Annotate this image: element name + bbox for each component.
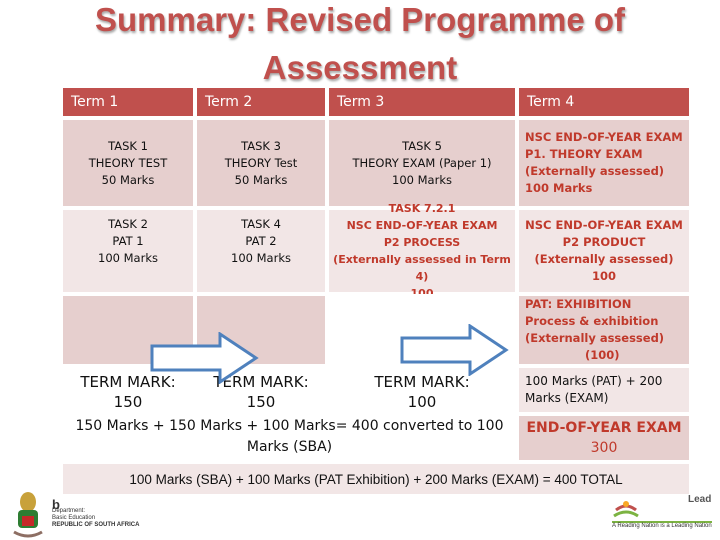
row1-term3-line: TASK 5 xyxy=(402,138,442,153)
dept-line: REPUBLIC OF SOUTH AFRICA xyxy=(52,522,140,528)
total-line-text: 100 Marks (SBA) + 100 Marks (PAT Exhibition) + 200 Marks (EXAM) = 400 TOTAL xyxy=(129,471,623,487)
row1-term1-line: TASK 1 xyxy=(108,138,148,153)
dept-name xyxy=(52,508,139,529)
term3-mark-label: TERM MARK: xyxy=(374,373,470,391)
row2-term4-line: (Externally assessed) xyxy=(534,252,674,266)
row2-term3-line: NSC END-OF-YEAR EXAM xyxy=(346,219,498,232)
row2-term2-line: TASK 4 xyxy=(241,217,281,231)
row2-term3-cell xyxy=(327,202,517,294)
row2-term3-line: (Externally assessed in Term 4) xyxy=(333,253,511,283)
lead-label: Lead xyxy=(688,494,712,505)
row2-term2-cell xyxy=(195,208,327,294)
row3-term4-line: Process & exhibition xyxy=(525,314,659,328)
row1-term2-line: 50 Marks xyxy=(234,172,288,187)
row2-term4-line: 100 xyxy=(591,269,616,283)
book-icon xyxy=(612,498,640,520)
row1-term4-line: (Externally assessed) xyxy=(525,164,665,178)
header-term-2: Term 2 xyxy=(195,86,327,118)
row1-term4-line: P1. THEORY EXAM xyxy=(525,147,643,161)
row2-term3-line: P2 PROCESS xyxy=(383,236,461,249)
dept-line: Basic Education xyxy=(52,515,96,521)
dept-line: Department: xyxy=(52,508,86,514)
term2-mark-label: TERM MARK: xyxy=(213,373,309,391)
dept-b-letter: b xyxy=(52,497,60,512)
term4-mark-line: 100 Marks (PAT) + 200 xyxy=(525,374,663,388)
exam-summary-value: 300 xyxy=(590,440,618,456)
row1-term3-cell xyxy=(327,118,517,208)
row2-term4-line: NSC END-OF-YEAR EXAM xyxy=(525,218,683,232)
row2-term4-cell xyxy=(517,208,691,294)
coat-of-arms-icon xyxy=(10,488,46,538)
row2-term4-line: P2 PRODUCT xyxy=(562,235,646,249)
row2-term1-line: 100 Marks xyxy=(98,251,158,265)
row1-term3-line: THEORY EXAM (Paper 1) xyxy=(352,155,492,170)
sba-summary-line: 150 Marks + 150 Marks + 100 Marks= 400 converted to 100 xyxy=(75,418,504,434)
header-term-1: Term 1 xyxy=(61,86,195,118)
sba-summary-line: Marks (SBA) xyxy=(246,439,333,455)
row1-term2-line: THEORY Test xyxy=(224,155,298,170)
term1-mark-label: TERM MARK: xyxy=(80,373,176,391)
row1-term2-cell xyxy=(195,118,327,208)
row1-term1-cell xyxy=(61,118,195,208)
term3-mark-value: 100 xyxy=(407,393,437,411)
exam-summary-cell xyxy=(517,414,691,462)
row1-term1-line: THEORY TEST xyxy=(88,155,168,170)
page-title-line-1: Summary: Revised Programme of xyxy=(94,1,625,38)
term4-mark-cell xyxy=(517,366,691,414)
exam-summary-label: END-OF-YEAR EXAM xyxy=(526,420,682,436)
row1-term1-line: 50 Marks xyxy=(101,172,155,187)
term4-mark-line: Marks (EXAM) xyxy=(525,391,609,405)
row1-term4-cell xyxy=(517,118,691,208)
row2-term2-line: PAT 2 xyxy=(245,234,277,248)
row1-term2-line: TASK 3 xyxy=(241,138,281,153)
page-title-line-2: Assessment xyxy=(262,49,458,86)
term2-mark-value: 150 xyxy=(246,393,276,411)
sba-summary xyxy=(62,416,517,458)
right-arrow-icon xyxy=(150,332,262,384)
row1-term3-line: 100 Marks xyxy=(392,172,452,187)
row1-term4-line: NSC END-OF-YEAR EXAM xyxy=(525,130,683,144)
right-arrow-icon xyxy=(400,324,512,376)
row2-term1-line: PAT 1 xyxy=(112,234,144,248)
row2-term2-line: 100 Marks xyxy=(231,251,291,265)
slogan: A Reading Nation is a Leading Nation xyxy=(612,521,712,532)
row3-term4-line: PAT: EXHIBITION xyxy=(525,297,632,311)
row2-term1-cell xyxy=(61,208,195,294)
header-term-4: Term 4 xyxy=(517,86,691,118)
row2-term1-line: TASK 2 xyxy=(108,217,148,231)
term3-mark xyxy=(352,372,492,412)
term1-mark-value: 150 xyxy=(113,393,143,411)
row3-term4-cell xyxy=(517,294,691,366)
row2-term3-line: TASK 7.2.1 xyxy=(388,202,456,215)
header-term-3: Term 3 xyxy=(327,86,517,118)
total-line xyxy=(61,462,691,496)
row3-term4-line: (Externally assessed) xyxy=(525,331,665,345)
row1-term4-line: 100 Marks xyxy=(525,181,593,195)
row3-term4-line: (100) xyxy=(585,348,620,362)
